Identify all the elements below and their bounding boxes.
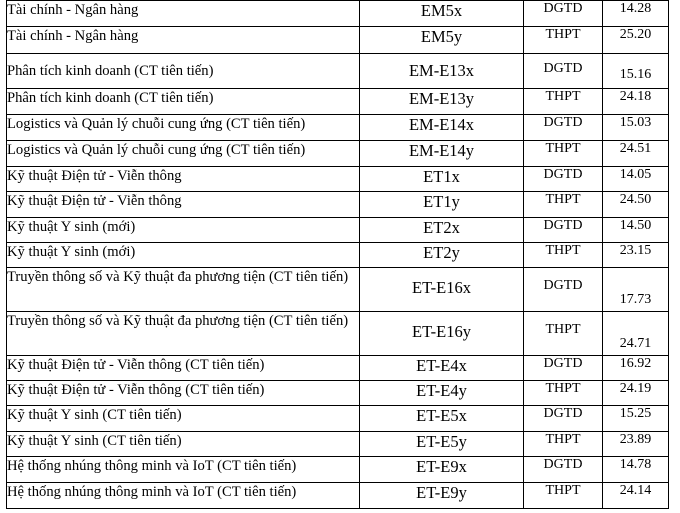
admission-method-cell: THPT [524,483,603,509]
admission-method-cell: THPT [524,312,603,356]
cutoff-score-cell: 25.20 [603,27,669,54]
program-code-cell: ET-E5x [360,406,524,432]
program-name-cell: Phân tích kinh doanh (CT tiên tiến) [7,54,360,89]
admission-method-cell: DGTD [524,218,603,243]
program-name-cell: Tài chính - Ngân hàng [7,27,360,54]
program-code-cell: ET-E16x [360,268,524,312]
program-name-cell: Phân tích kinh doanh (CT tiên tiến) [7,89,360,115]
cutoff-score-cell: 24.50 [603,192,669,218]
program-code-cell: ET1y [360,192,524,218]
cutoff-score-cell: 24.14 [603,483,669,509]
program-code-cell: ET1x [360,167,524,192]
cutoff-score-cell: 15.25 [603,406,669,432]
program-name-cell: Kỹ thuật Điện tử - Viễn thông (CT tiên tiến) [7,381,360,406]
admission-method-cell: THPT [524,192,603,218]
admission-method-cell: THPT [524,243,603,268]
program-code-cell: ET-E16y [360,312,524,356]
cutoff-score-cell: 14.05 [603,167,669,192]
cutoff-score-cell: 24.19 [603,381,669,406]
program-name-cell: Kỹ thuật Y sinh (mới) [7,218,360,243]
cutoff-score-cell: 14.28 [603,1,669,27]
admission-method-cell: DGTD [524,54,603,89]
table-row [7,115,669,141]
program-name-cell: Kỹ thuật Điện tử - Viễn thông [7,167,360,192]
program-code-cell: ET2x [360,218,524,243]
table-row [7,406,669,432]
table-body [7,1,669,509]
cutoff-score-cell: 15.16 [603,54,669,89]
admission-scores-table [6,0,669,509]
admission-method-cell: DGTD [524,1,603,27]
cutoff-score-cell: 14.78 [603,457,669,483]
table-row [7,312,669,356]
program-code-cell: ET2y [360,243,524,268]
cutoff-score-cell: 17.73 [603,268,669,312]
admission-method-cell: THPT [524,381,603,406]
table-row [7,89,669,115]
cutoff-score-cell: 16.92 [603,356,669,381]
cutoff-score-cell: 15.03 [603,115,669,141]
program-name-cell: Tài chính - Ngân hàng [7,1,360,27]
program-name-cell: Hệ thống nhúng thông minh và IoT (CT tiên tiến) [7,457,360,483]
table-row [7,54,669,89]
cutoff-score-cell: 24.71 [603,312,669,356]
table-row [7,356,669,381]
admission-method-cell: DGTD [524,115,603,141]
admission-method-cell: THPT [524,432,603,457]
program-code-cell: EM-E13y [360,89,524,115]
program-name-cell: Truyền thông số và Kỹ thuật đa phương tiện (CT tiên tiến) [7,268,360,312]
program-code-cell: ET-E9x [360,457,524,483]
admission-method-cell: DGTD [524,167,603,192]
cutoff-score-cell: 24.18 [603,89,669,115]
admission-method-cell: DGTD [524,457,603,483]
program-name-cell: Kỹ thuật Điện tử - Viễn thông [7,192,360,218]
program-name-cell: Logistics và Quản lý chuỗi cung ứng (CT tiên tiến) [7,141,360,167]
cutoff-score-cell: 23.15 [603,243,669,268]
table-row [7,432,669,457]
admission-method-cell: DGTD [524,356,603,381]
table-row [7,192,669,218]
table-row [7,27,669,54]
program-name-cell: Kỹ thuật Y sinh (CT tiên tiến) [7,432,360,457]
cutoff-score-cell: 14.50 [603,218,669,243]
table-row [7,268,669,312]
table-row [7,218,669,243]
program-name-cell: Kỹ thuật Y sinh (CT tiên tiến) [7,406,360,432]
admission-method-cell: DGTD [524,406,603,432]
table-row [7,457,669,483]
program-code-cell: ET-E9y [360,483,524,509]
program-code-cell: EM5x [360,1,524,27]
table-row [7,1,669,27]
admission-method-cell: THPT [524,141,603,167]
program-code-cell: ET-E5y [360,432,524,457]
program-name-cell: Kỹ thuật Y sinh (mới) [7,243,360,268]
table-row [7,243,669,268]
table-row [7,483,669,509]
program-code-cell: EM5y [360,27,524,54]
program-code-cell: EM-E13x [360,54,524,89]
admission-method-cell: THPT [524,89,603,115]
program-code-cell: EM-E14y [360,141,524,167]
program-name-cell: Hệ thống nhúng thông minh và IoT (CT tiên tiến) [7,483,360,509]
cutoff-score-cell: 23.89 [603,432,669,457]
admission-method-cell: DGTD [524,268,603,312]
program-code-cell: ET-E4y [360,381,524,406]
table-row [7,141,669,167]
cutoff-score-cell: 24.51 [603,141,669,167]
program-code-cell: ET-E4x [360,356,524,381]
admission-method-cell: THPT [524,27,603,54]
program-code-cell: EM-E14x [360,115,524,141]
program-name-cell: Logistics và Quản lý chuỗi cung ứng (CT tiên tiến) [7,115,360,141]
program-name-cell: Truyền thông số và Kỹ thuật đa phương tiện (CT tiên tiến) [7,312,360,356]
program-name-cell: Kỹ thuật Điện tử - Viễn thông (CT tiên tiến) [7,356,360,381]
table-row [7,381,669,406]
table-row [7,167,669,192]
